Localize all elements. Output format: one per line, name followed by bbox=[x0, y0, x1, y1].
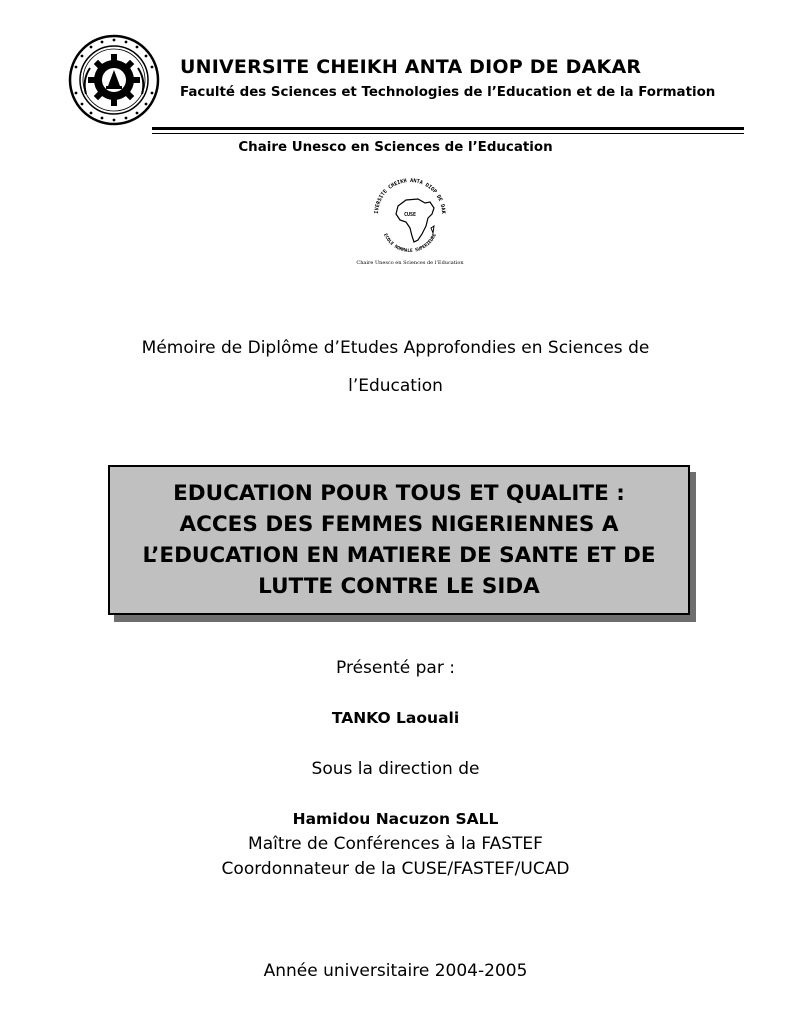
chaire-heading bbox=[0, 140, 791, 155]
africa-map-seal-icon bbox=[348, 178, 472, 268]
cuse-logo-center-text: CUSE bbox=[403, 212, 417, 218]
university-name: UNIVERSITE CHEIKH ANTA DIOP DE DAKAR bbox=[180, 56, 642, 78]
presented-by-label: Présenté par : bbox=[336, 658, 455, 678]
title-box bbox=[108, 465, 690, 615]
chaire-heading-text: Chaire Unesco en Sciences de l’Education bbox=[238, 140, 553, 155]
direction-label: Sous la direction de bbox=[311, 759, 480, 779]
memoire-line-2: l’Education bbox=[348, 376, 443, 396]
university-seal-icon bbox=[68, 34, 160, 126]
author-name: TANKO Laouali bbox=[331, 709, 460, 727]
cuse-logo-caption: Chaire Unesco en Sciences de l’Education bbox=[356, 260, 464, 266]
memoire-line-1: Mémoire de Diplôme d’Etudes Approfondies en Sciences de bbox=[141, 338, 650, 358]
supervisor-name: Hamidou Nacuzon SALL bbox=[292, 810, 499, 828]
cuse-logo-ring-text: IVERSITE CHEIKH ANTA DIOP DE DAK bbox=[373, 178, 447, 214]
supervisor-title-2: Coordonnateur de la CUSE/FASTEF/UCAD bbox=[221, 859, 570, 879]
thesis-title: EDUCATION POUR TOUS ET QUALITE : ACCES DES FEMMES NIGERIENNES A L’EDUCATION EN MATIERE DE SANTE ET DE LUTTE CONTRE LE SIDA bbox=[142, 481, 656, 599]
academic-year: Année universitaire 2004-2005 bbox=[263, 961, 528, 981]
cuse-logo-bottom-text: ECOLE NORMALE SUPERIEURE bbox=[382, 233, 438, 255]
supervisor-title-1: Maître de Conférences à la FASTEF bbox=[248, 834, 543, 854]
header-rule-thick bbox=[152, 127, 744, 130]
header-rule-thin bbox=[152, 133, 744, 134]
svg-text:ECOLE NORMALE SUPERIEURE bbox=[382, 232, 438, 254]
faculty-name: Faculté des Sciences et Technologies de l’Education et de la Formation bbox=[180, 85, 716, 100]
